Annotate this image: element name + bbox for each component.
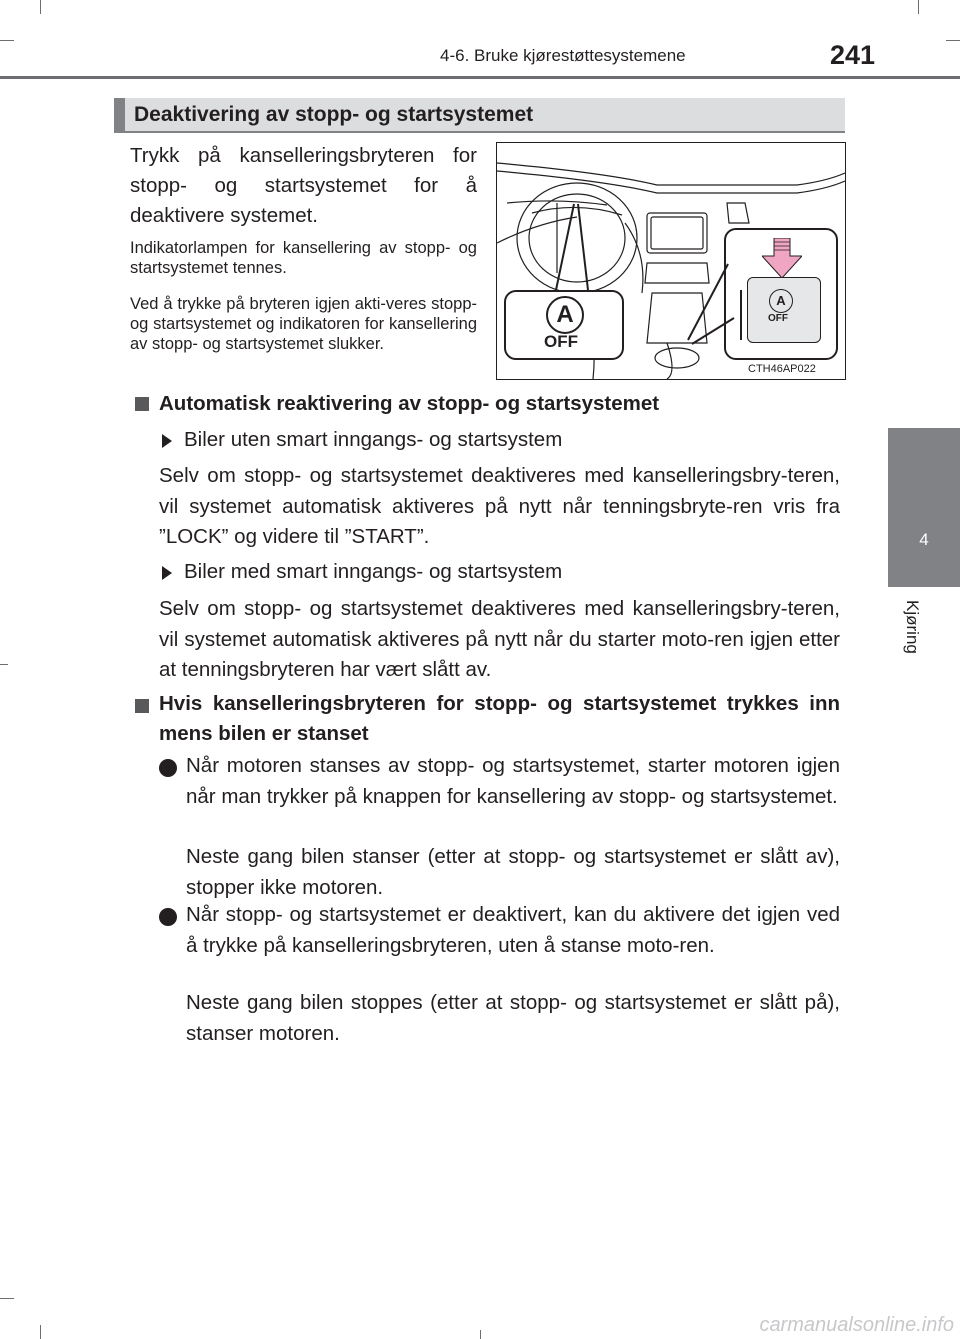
callout-pointer-lines: [496, 142, 844, 378]
arrow-bullet-icon: [162, 434, 172, 448]
header-divider: [0, 76, 960, 79]
round-bullet-icon: [159, 759, 177, 777]
bullet-paragraph-1-continued: Neste gang bilen stanser (etter at stopp- og startsystemet er slått av), stopper ikke motoren.: [186, 845, 840, 899]
note-1: Indikatorlampen for kansellering av stopp- og startsystemet tennes.: [130, 239, 477, 277]
square-bullet-icon: [135, 397, 149, 411]
chapter-label-text: Kjøring: [903, 600, 922, 654]
note-2: Ved å trykke på bryteren igjen akti-veres stopp- og startsystemet og indikatoren for kansellering av stopp- og startsystemet slukker.: [130, 295, 477, 353]
figure-code: CTH46AP022: [748, 363, 816, 375]
crop-mark: [0, 664, 8, 665]
big-symbol-letter: A: [556, 301, 574, 328]
watermark: carmanualsonline.info: [759, 1314, 954, 1336]
bullet-paragraph-2-continued: Neste gang bilen stoppes (etter at stopp- og startsystemet er slått på), stanser motoren.: [186, 991, 840, 1045]
paragraph-without-smart: Selv om stopp- og startsystemet deaktiveres med kanselleringsbry-teren, vil systemet automatisk aktiveres på nytt når tenningsbryte-ren vris fra ”LOCK” og videre til ”START”.: [159, 464, 840, 548]
crop-mark: [0, 40, 14, 41]
sub-heading-with-smart: Biler med smart inngangs- og startsystem: [184, 560, 563, 583]
section-title-bar: [114, 98, 125, 131]
bullet-paragraph-2: Når stopp- og startsystemet er deaktivert, kan du aktivere det igjen ved å trykke på kanselleringsbryteren, uten å stanse moto-ren.: [186, 903, 840, 957]
square-bullet-icon: [135, 699, 149, 713]
big-off-label: OFF: [544, 332, 578, 351]
crop-mark: [918, 0, 919, 14]
heading-switch-pressed-stopped: Hvis kanselleringsbryteren for stopp- og startsystemet trykkes inn mens bilen er stanset: [159, 692, 840, 745]
crop-mark: [946, 40, 960, 41]
round-bullet-icon: [159, 908, 177, 926]
arrow-bullet-icon: [162, 566, 172, 580]
paragraph-with-smart: Selv om stopp- og startsystemet deaktiveres med kanselleringsbry-teren, vil systemet automatisk aktiveres på nytt når du starter moto-ren igjen etter at tenningsbryteren har vært slått av.: [159, 597, 840, 681]
small-off-label: OFF: [768, 313, 788, 324]
page-number: 241: [830, 40, 876, 70]
header-section-title: 4-6. Bruke kjørestøttesystemene: [440, 46, 686, 65]
chapter-tab: [888, 428, 960, 587]
crop-mark: [0, 1298, 14, 1299]
small-symbol-letter: A: [776, 293, 786, 308]
bullet-paragraph-1: Når motoren stanses av stopp- og startsystemet, starter motoren igjen når man trykker på knappen for kansellering av stopp- og startsystemet.: [186, 754, 840, 808]
section-title: Deaktivering av stopp- og startsystemet: [134, 103, 534, 126]
crop-mark: [480, 1330, 481, 1339]
heading-auto-reactivation: Automatisk reaktivering av stopp- og startsystemet: [159, 392, 660, 415]
chapter-label: [900, 600, 930, 670]
crop-mark: [40, 0, 41, 14]
intro-paragraph: Trykk på kanselleringsbryteren for stopp- og startsystemet for å deaktivere systemet.: [130, 144, 477, 227]
chapter-number: 4: [919, 530, 929, 549]
crop-mark: [40, 1325, 41, 1339]
sub-heading-without-smart: Biler uten smart inngangs- og startsystem: [184, 428, 563, 451]
